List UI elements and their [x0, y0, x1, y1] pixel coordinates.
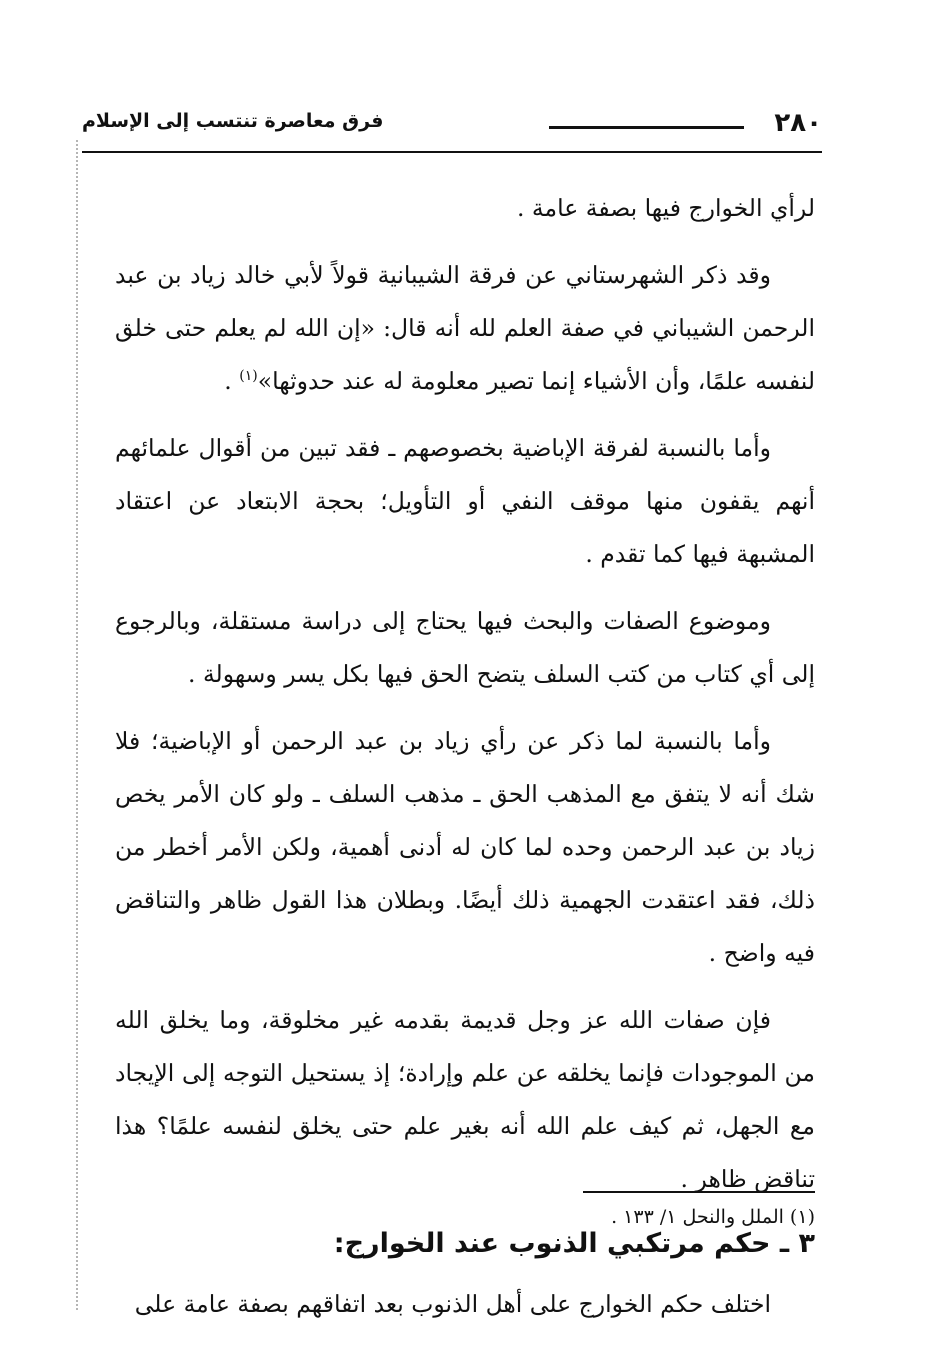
main-text [115, 182, 815, 1345]
paragraph-2 [115, 249, 815, 408]
section-heading: ٣ ـ حكم مرتكبي الذنوب عند الخوارج: [333, 1228, 815, 1259]
footnote-marker: (١) [239, 368, 258, 385]
paragraph-7: اختلف حكم الخوارج على أهل الذنوب بعد اتفاقهم بصفة عامة على [134, 1290, 771, 1318]
footnote: (١) الملل والنحل ١/ ١٣٣ . [611, 1206, 815, 1228]
header-rule [82, 151, 822, 153]
footnote-rule [583, 1191, 815, 1193]
page-header [82, 108, 822, 148]
paragraph-6: فإن صفات الله عز وجل قديمة بقدمه غير مخلوقة، وما يخلق الله من الموجودات فإنما يخلقه عن علم وإرادة؛ إذ يستحيل التوجه إلى الإيجاد مع الجهل، ثم كيف علم الله أنه بغير علم حتى يخلق لنفسه علمًا؟ هذا تناقض ظاهر . [115, 1006, 815, 1193]
scan-artifact-dots [76, 140, 78, 1310]
page-number: ٢٨٠ [774, 108, 822, 138]
paragraph-1: لرأي الخوارج فيها بصفة عامة . [516, 194, 815, 222]
header-dash-line [549, 126, 744, 129]
running-title: فرق معاصرة تنتسب إلى الإسلام [82, 110, 384, 132]
paragraph-2-tail: . [224, 367, 240, 395]
paragraph-4: وموضوع الصفات والبحث فيها يحتاج إلى دراسة مستقلة، وبالرجوع إلى أي كتاب من كتب السلف يتضح الحق فيها بكل يسر وسهولة . [115, 607, 815, 688]
paragraph-5: وأما بالنسبة لما ذكر عن رأي زياد بن عبد الرحمن أو الإباضية؛ فلا شك أنه لا يتفق مع المذهب الحق ـ مذهب السلف ـ ولو كان الأمر يخص زياد بن عبد الرحمن وحده لما كان له أدنى أهمية، ولكن الأمر أخطر من ذلك، فقد اعتقدت الجهمية ذلك أيضًا. وبطلان هذا القول ظاهر والتناقض فيه واضح . [115, 727, 815, 967]
paragraph-3: وأما بالنسبة لفرقة الإباضية بخصوصهم ـ فقد تبين من أقوال علمائهم أنهم يقفون منها موقف النفي أو التأويل؛ بحجة الابتعاد عن اعتقاد المشبهة فيها كما تقدم . [115, 434, 815, 568]
paragraph-2-text: وقد ذكر الشهرستاني عن فرقة الشيبانية قولاً لأبي خالد زياد بن عبد الرحمن الشيباني في صفة العلم لله أنه قال: «إن الله لم يعلم حتى خلق لنفسه علمًا، وأن الأشياء إنما تصير معلومة له عند حدوثها» [115, 261, 815, 395]
